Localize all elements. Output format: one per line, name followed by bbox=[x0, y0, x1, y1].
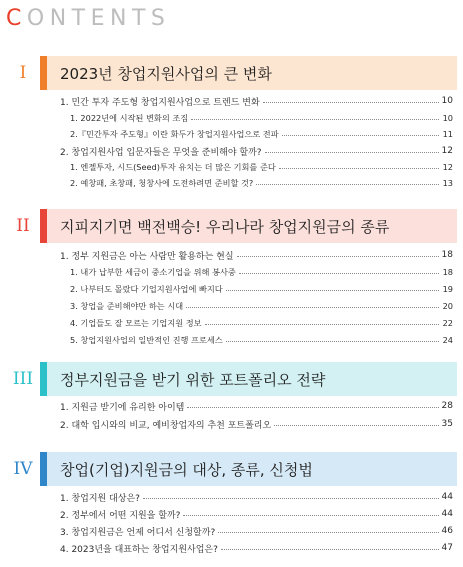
toc-entry-label: 4. 2023년을 대표하는 창업지원사업은? bbox=[60, 544, 218, 555]
chapter-2-title: 지피지기면 백전백승! 우리나라 창업지원금의 종류 bbox=[47, 209, 457, 243]
toc-entry-label: 1. 민간 투자 주도형 창업지원사업으로 트렌드 변화 bbox=[60, 97, 260, 108]
toc-entry-page: 13 bbox=[442, 178, 453, 188]
chapter-3-header[interactable] bbox=[6, 362, 457, 396]
toc-subentry[interactable] bbox=[70, 126, 453, 142]
toc-entry-page: 47 bbox=[441, 543, 453, 553]
leader-dots bbox=[237, 256, 439, 257]
chapter-2-numeral: II bbox=[16, 216, 30, 236]
toc-subentry[interactable] bbox=[70, 175, 453, 191]
leader-dots bbox=[239, 273, 439, 274]
contents-title-rest: ONTENTS bbox=[26, 6, 171, 31]
toc-entry-page: 11 bbox=[442, 129, 453, 139]
toc-subentry[interactable] bbox=[70, 298, 453, 314]
toc-entry-label: 3. 창업지원금은 언제 어디서 신청할까? bbox=[60, 527, 216, 538]
contents-title bbox=[6, 6, 170, 36]
toc-entry-page: 24 bbox=[442, 335, 453, 345]
toc-entry[interactable] bbox=[60, 416, 453, 432]
chapter-3-accent-bar bbox=[40, 362, 47, 396]
toc-subentry[interactable] bbox=[70, 281, 453, 297]
chapter-3-numeral: III bbox=[12, 369, 34, 389]
toc-entry-label: 1. 내가 납부한 세금이 중소기업을 위해 봉사중 bbox=[70, 266, 236, 277]
toc-entry-page: 12 bbox=[442, 162, 453, 172]
toc-entry-label: 1. 지원금 받기에 유리한 아이템 bbox=[60, 402, 185, 413]
chapter-1-header[interactable] bbox=[6, 56, 457, 90]
toc-entry-label: 2. 창업지원사업 입문자들은 무엇을 준비해야 할까? bbox=[60, 147, 262, 158]
toc-entry-page: 44 bbox=[441, 509, 453, 519]
toc-entry[interactable] bbox=[60, 506, 453, 522]
toc-entry-label: 2. 정부에서 어떤 지원을 할까? bbox=[60, 510, 181, 521]
toc-entry-page: 18 bbox=[441, 250, 453, 260]
toc-entry[interactable] bbox=[60, 398, 453, 414]
toc-entry-page: 28 bbox=[441, 401, 453, 411]
toc-entry-page: 10 bbox=[442, 113, 453, 123]
toc-entry-page: 46 bbox=[441, 526, 453, 536]
leader-dots bbox=[265, 152, 439, 153]
toc-entry-label: 1. 정부 지원금은 아는 사람만 활용하는 현실 bbox=[60, 251, 234, 262]
chapter-3-title: 정부지원금을 받기 위한 포트폴리오 전략 bbox=[47, 362, 457, 396]
leader-dots bbox=[218, 532, 438, 533]
toc-entry-label: 1. 2022년에 시작된 변화의 조짐 bbox=[70, 112, 189, 123]
chapter-1-numeral: I bbox=[19, 63, 27, 83]
toc-entry-page: 35 bbox=[441, 419, 453, 429]
leader-dots bbox=[187, 407, 438, 408]
leader-dots bbox=[221, 549, 439, 550]
chapter-2-accent-bar bbox=[40, 209, 47, 243]
toc-entry-label: 2.『민간투자 주도형』이란 화두가 창업지원사업으로 전파 bbox=[70, 128, 279, 139]
toc-subentry[interactable] bbox=[70, 159, 453, 175]
toc-entry[interactable] bbox=[60, 247, 453, 263]
chapter-1-title: 2023년 창업지원사업의 큰 변화 bbox=[47, 56, 457, 90]
leader-dots bbox=[191, 119, 439, 120]
toc-entry[interactable] bbox=[60, 489, 453, 505]
toc-subentry[interactable] bbox=[70, 332, 453, 348]
toc-subentry[interactable] bbox=[70, 110, 453, 126]
chapter-2-header[interactable] bbox=[6, 209, 457, 243]
toc-subentry[interactable] bbox=[70, 264, 453, 280]
toc-entry-page: 19 bbox=[442, 284, 453, 294]
toc-subentry[interactable] bbox=[70, 315, 453, 331]
leader-dots bbox=[279, 168, 439, 169]
leader-dots bbox=[256, 184, 439, 185]
toc-entry-label: 2. 대학 입시와의 비교, 예비창업자의 추천 포트폴리오 bbox=[60, 420, 272, 431]
leader-dots bbox=[205, 324, 439, 325]
leader-dots bbox=[263, 102, 439, 103]
chapter-1-accent-bar bbox=[40, 56, 47, 90]
toc-entry-page: 20 bbox=[442, 301, 453, 311]
leader-dots bbox=[274, 425, 438, 426]
leader-dots bbox=[143, 498, 439, 499]
leader-dots bbox=[226, 290, 439, 291]
toc-entry-label: 2. 나부터도 몰랐다 기업지원사업에 빠지다 bbox=[70, 283, 223, 294]
leader-dots bbox=[183, 515, 438, 516]
leader-dots bbox=[282, 135, 439, 136]
toc-entry-label: 2. 예창패, 초창패, 청창사에 도전하려면 준비할 것? bbox=[70, 177, 254, 188]
chapter-4-numeral: IV bbox=[13, 459, 33, 479]
toc-entry-page: 10 bbox=[441, 96, 453, 106]
toc-entry-label: 5. 창업지원사업의 일반적인 진행 프로세스 bbox=[70, 334, 223, 345]
toc-entry[interactable] bbox=[60, 540, 453, 556]
toc-entry-page: 18 bbox=[442, 267, 453, 277]
chapter-4-accent-bar bbox=[40, 452, 47, 486]
chapter-4-header[interactable] bbox=[6, 452, 457, 486]
toc-entry-page: 44 bbox=[441, 492, 453, 502]
contents-title-first-letter: C bbox=[6, 6, 27, 31]
toc-entry[interactable] bbox=[60, 523, 453, 539]
toc-entry-label: 3. 창업을 준비해야만 하는 시대 bbox=[70, 300, 184, 311]
toc-entry-page: 12 bbox=[441, 146, 453, 156]
leader-dots bbox=[186, 307, 439, 308]
toc-entry[interactable] bbox=[60, 143, 453, 159]
toc-entry-page: 22 bbox=[442, 318, 453, 328]
toc-entry-label: 1. 창업지원 대상은? bbox=[60, 493, 140, 504]
toc-entry-label: 1. 엔젤투자, 시드(Seed)투자 유치는 더 많은 기회를 준다 bbox=[70, 161, 276, 172]
leader-dots bbox=[226, 341, 439, 342]
chapter-4-title: 창업(기업)지원금의 대상, 종류, 신청법 bbox=[47, 452, 457, 486]
toc-entry[interactable] bbox=[60, 93, 453, 109]
toc-entry-label: 4. 기업들도 잘 모르는 기업지원 정보 bbox=[70, 317, 202, 328]
